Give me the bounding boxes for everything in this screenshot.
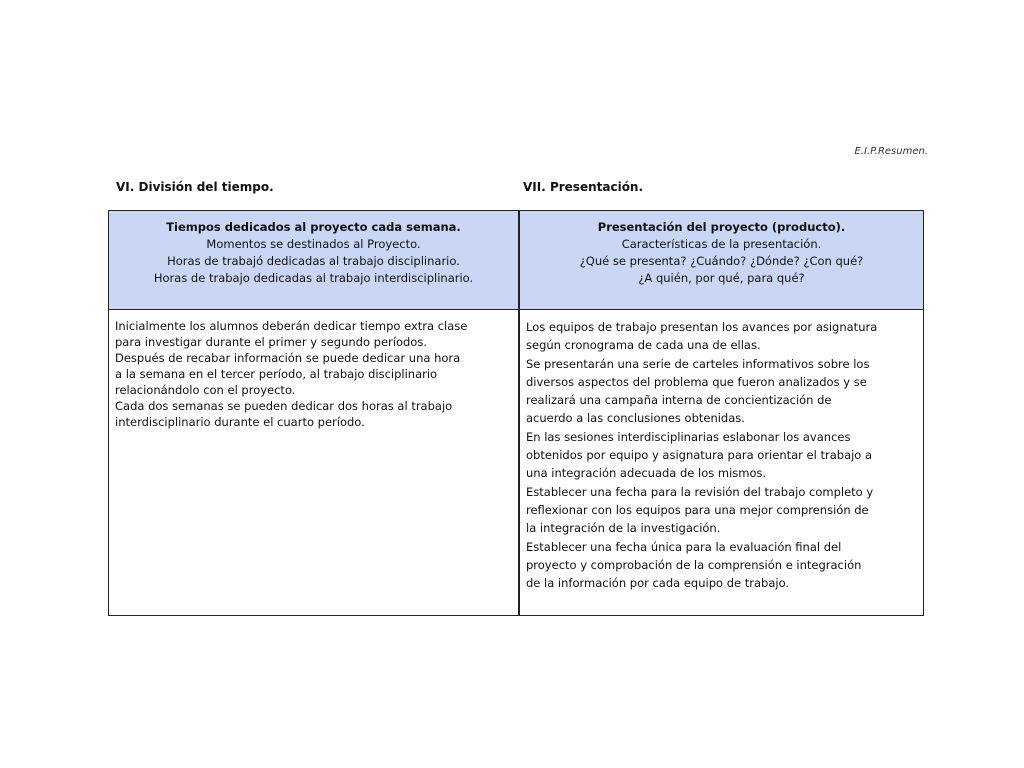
time-body-line: relacionándolo con el proyecto. [115, 383, 296, 397]
presentation-header-line: Características de la presentación. [621, 237, 822, 251]
presentation-body-line: En las sesiones interdisciplinarias eslabonar los avances [526, 429, 851, 444]
time-body-line: Cada dos semanas se pueden dedicar dos horas al trabajo [115, 399, 453, 413]
presentation-body-line: acuerdo a las conclusiones obtenidas. [526, 411, 745, 426]
time-body-cell [109, 310, 520, 615]
section-title-time-division: VI. División del tiempo. [116, 180, 274, 194]
time-body-line: Después de recabar información se puede dedicar una hora [115, 351, 461, 365]
presentation-body-line: Establecer una fecha única para la evaluación final del [526, 539, 842, 554]
time-header-cell [109, 211, 520, 310]
presentation-body-line: según cronograma de cada una de ellas. [526, 338, 761, 353]
time-header-line: Horas de trabajo dedicadas al trabajo interdisciplinario. [153, 271, 474, 285]
presentation-body-line: Se presentarán una serie de carteles informativos sobre los [526, 356, 870, 371]
time-header-title: Tiempos dedicados al proyecto cada semana. [166, 220, 461, 234]
time-header-line: Momentos se destinados al Proyecto. [206, 237, 421, 251]
time-body-line: Inicialmente los alumnos deberán dedicar tiempo extra clase [115, 319, 468, 333]
time-body-line: interdisciplinario durante el cuarto período. [115, 415, 365, 429]
time-body-line: a la semana en el tercer período, al trabajo disciplinario [115, 367, 438, 381]
presentation-header-cell [520, 211, 923, 310]
presentation-body-line: obtenidos por equipo y asignatura para orientar el trabajo a [526, 448, 873, 463]
presentation-body-cell [520, 310, 923, 615]
presentation-body-line: Los equipos de trabajo presentan los avances por asignatura [526, 320, 878, 334]
presentation-body-line: la integración de la investigación. [526, 521, 721, 536]
document-reference: E.I.P.Resumen. [854, 146, 928, 157]
presentation-body-line: reflexionar con los equipos para una mejor comprensión de [526, 502, 869, 517]
presentation-body-line: realizará una campaña interna de concientización de [526, 393, 832, 408]
presentation-body-line: de la información por cada equipo de trabajo. [526, 576, 790, 591]
time-body-line: para investigar durante el primer y segundo períodos. [115, 335, 427, 349]
presentation-body-line: proyecto y comprobación de la comprensión e integración [526, 557, 862, 572]
section-title-presentation: VII. Presentación. [523, 180, 644, 194]
time-header-line: Horas de trabajó dedicadas al trabajo disciplinario. [167, 254, 460, 268]
presentation-header-line: ¿Qué se presenta? ¿Cuándo? ¿Dónde? ¿Con qué? [579, 254, 864, 268]
presentation-body-line: diversos aspectos del problema que fueron analizados y se [526, 374, 867, 389]
presentation-body-line: Establecer una fecha para la revisión del trabajo completo y [526, 484, 874, 499]
presentation-header-title: Presentación del proyecto (producto). [597, 220, 846, 234]
presentation-body-line: una integración adecuada de los mismos. [526, 466, 767, 481]
content-table [108, 210, 924, 616]
presentation-header-line: ¿A quién, por qué, para qué? [638, 271, 805, 285]
